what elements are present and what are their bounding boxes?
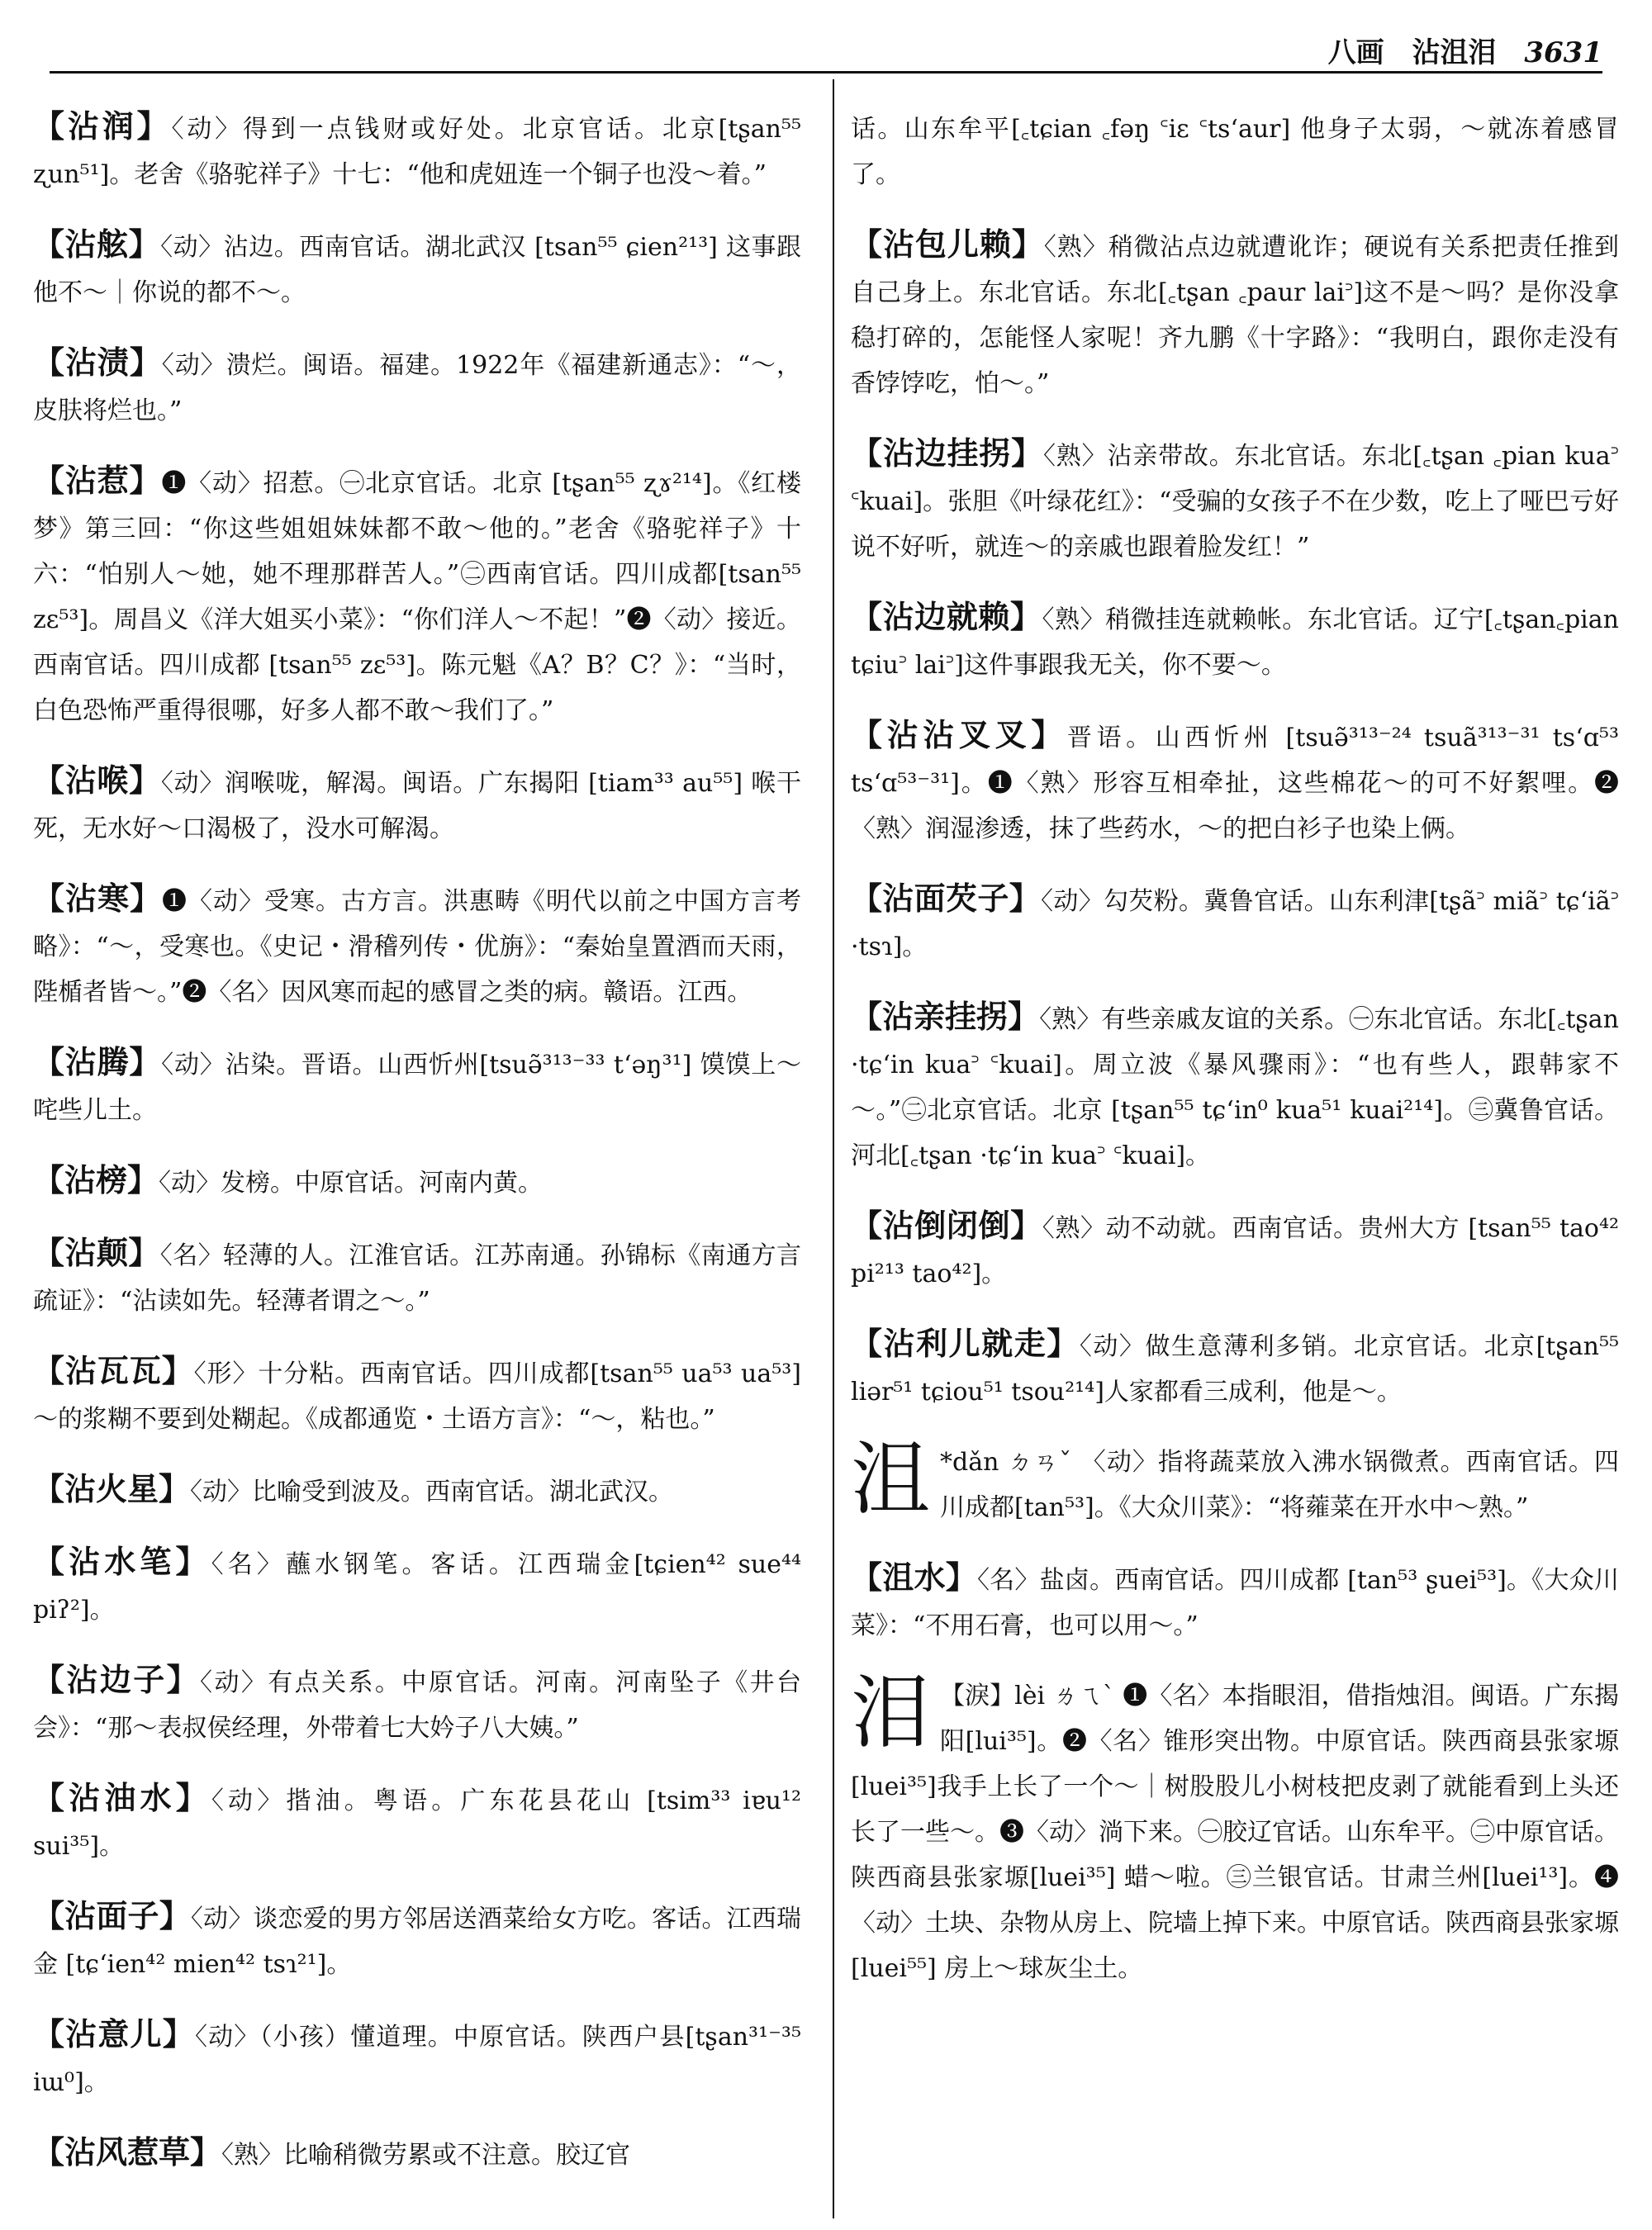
entry	[851, 222, 1619, 406]
headword: 【沾水笔】	[33, 1544, 211, 1580]
entry	[33, 1776, 801, 1869]
entry	[33, 222, 801, 316]
headword: 【沾风惹草】	[33, 2134, 222, 2171]
head-character: 泪	[851, 1667, 930, 1759]
headword: 【沾舷】	[33, 226, 161, 263]
definition: 话。山东牟平[꜀tɕian ꜀fəŋ ꜂iɛ ꜂ts‘aur] 他身子太弱，～就冻着感冒了。	[851, 115, 1619, 189]
definition: *dǎn ㄉㄢˇ 〈动〉指将蔬菜放入沸水锅微煮。西南官话。四川成都[tan⁵³]。《大众川菜》：“将蕹菜在开水中～熟。”	[940, 1448, 1619, 1522]
headword: 【沾寒】	[33, 880, 162, 917]
entry-continued	[851, 104, 1619, 197]
character-entry-lei	[851, 1667, 1619, 1991]
headword: 【沾腾】	[33, 1044, 162, 1080]
headword: 【沾喉】	[33, 762, 161, 799]
headword: 【沾榜】	[33, 1162, 159, 1198]
headword: 【沾面子】	[33, 1898, 191, 1934]
running-head	[1310, 30, 1602, 70]
definition: 〈名〉轻薄的人。江淮官话。江苏南通。孙锦标《南通方言疏证》：“沾读如先。轻薄者谓之～。”	[33, 1241, 801, 1316]
headword: 【沾利儿就走】	[851, 1326, 1080, 1362]
headword: 【沾惹】	[33, 463, 162, 499]
headword: 【沾瓦瓦】	[33, 1353, 194, 1389]
definition: 〈动〉（小孩）懂道理。中原官话。陕西户县[tʂan³¹⁻³⁵ iɯ⁰]。	[33, 2023, 801, 2097]
headword: 【沾渍】	[33, 344, 162, 381]
guide-chars: 沾沮泪	[1412, 36, 1497, 69]
head-character: 沮	[851, 1433, 930, 1525]
definition: 〈熟〉有些亲戚友谊的关系。㊀东北官话。东北[꜀tʂan ·tɕ‘in kua꜄ ꜂kuai]。周立波《暴风骤雨》：“也有些人，跟韩家不～。”㊁北京官话。北京 [tʂan⁵⁵ tɕ‘in⁰ kua⁵¹ kuai²¹⁴]。㊂冀鲁官话。河北[꜀tʂan ·tɕ‘in kua꜄ ꜂kuai]。	[851, 1005, 1619, 1170]
entry	[851, 1555, 1619, 1649]
headword: 【沾包儿赖】	[851, 226, 1044, 263]
right-column	[851, 79, 1619, 1997]
headword: 【沾亲挂拐】	[851, 999, 1040, 1035]
entry	[33, 1540, 801, 1633]
definition: 〈动〉润喉咙，解渴。闽语。广东揭阳 [tiam³³ au⁵⁵] 喉干死，无水好～口渴极了，没水可解渴。	[33, 769, 801, 843]
entry	[33, 458, 801, 733]
character-entry-ju	[851, 1433, 1619, 1530]
definition: 〈动〉比喻受到波及。西南官话。湖北武汉。	[190, 1478, 674, 1506]
definition: 晋语。山西忻州 [tsuə̃³¹³⁻²⁴ tsuã³¹³⁻³¹ ts‘ɑ⁵³ ts‘ɑ⁵³⁻³¹]。❶〈熟〉形容互相牵扯，这些棉花～的可不好絮哩。❷〈熟〉润湿渗透，抹了些药水，～的把白衫子也染上俩。	[851, 724, 1619, 843]
definition: 〈名〉蘸水钢笔。客话。江西瑞金[tɕien⁴² sue⁴⁴ piʔ²]。	[33, 1550, 801, 1625]
definition: 〈动〉沾边。西南官话。湖北武汉 [tsan⁵⁵ ɕien²¹³] 这事跟他不～｜你说的都不～。	[33, 233, 801, 307]
definition: 〈动〉发榜。中原官话。河南内黄。	[159, 1169, 544, 1198]
headword: 【沾边就赖】	[851, 599, 1042, 635]
definition: 〈动〉揩油。粤语。广东花县花山 [tsim³³ iɐu¹² sui³⁵]。	[33, 1786, 801, 1861]
entry	[33, 1894, 801, 1987]
headword: 【沾沾叉叉】	[851, 717, 1067, 753]
definition: 【淚】lèi ㄌㄟˋ ❶〈名〉本指眼泪，借指烛泪。闽语。广东揭阳[lui³⁵]。❷〈名〉锥形突出物。中原官话。陕西商县张家塬[luei³⁵]我手上长了一个～｜树股股儿小树枝把皮剥了就能看到上头还长了一些～。❸〈动〉淌下来。㊀胶辽官话。山东牟平。㊁中原官话。陕西商县张家塬[luei³⁵] 蜡～啦。㊂兰银官话。甘肃兰州[luei¹³]。❹〈动〉土块、杂物从房上、院墙上掉下来。中原官话。陕西商县张家塬[luei⁵⁵] 房上～球灰尘土。	[851, 1682, 1619, 1983]
headword: 【沾润】	[33, 108, 172, 145]
header-rule	[50, 71, 1602, 74]
page-number: 3631	[1524, 36, 1602, 69]
section-label: 八画	[1327, 36, 1384, 69]
definition: 〈形〉十分粘。西南官话。四川成都[tsan⁵⁵ ua⁵³ ua⁵³] ～的浆糊不要到处糊起。《成都通览・土语方言》：“～，粘也。”	[33, 1359, 801, 1434]
entry	[33, 1040, 801, 1133]
entry	[33, 876, 801, 1015]
headword: 【沾颠】	[33, 1235, 160, 1271]
definition: 〈熟〉稍微挂连就赖帐。东北官话。辽宁[꜀tʂan꜀pian tɕiu꜄ lai꜄]这件事跟我无关，你不要～。	[851, 605, 1619, 680]
definition: 〈熟〉沾亲带故。东北官话。东北[꜀tʂan ꜀pian kua꜄ ꜂kuai]。张胆《叶绿花红》：“受骗的女孩子不在少数，吃上了哑巴亏好说不好听，就连～的亲戚也跟着脸发红！”	[851, 442, 1619, 562]
column-divider	[833, 79, 834, 2218]
entry	[851, 876, 1619, 970]
page-header	[50, 23, 1602, 74]
definition: 〈名〉盐卤。西南官话。四川成都 [tan⁵³ ʂuei⁵³]。《大众川菜》：“不用石膏，也可以用～。”	[851, 1566, 1619, 1640]
entry	[33, 2130, 801, 2178]
definition: 〈动〉沾染。晋语。山西忻州[tsuə̃³¹³⁻³³ t‘əŋ³¹] 馍馍上～咤些儿土。	[33, 1051, 801, 1125]
headword: 【沮水】	[851, 1559, 977, 1596]
entry	[851, 1321, 1619, 1415]
definition: 〈动〉谈恋爱的男方邻居送酒菜给女方吃。客话。江西瑞金 [tɕ‘ien⁴² mien⁴² tsɿ²¹]。	[33, 1905, 801, 1979]
entry	[851, 1203, 1619, 1297]
entry	[33, 1231, 801, 1324]
entry	[33, 340, 801, 434]
definition: 〈动〉得到一点钱财或好处。北京官话。北京[tʂan⁵⁵ ʐun⁵¹]。老舍《骆驼祥子》十七：“他和虎妞连一个铜子也没～着。”	[33, 115, 801, 189]
headword: 【沾倒闭倒】	[851, 1208, 1042, 1244]
definition: 〈动〉勾芡粉。冀鲁官话。山东利津[tʂã꜄ miã꜄ tɕ‘iã꜄ ·tsɿ]。	[851, 887, 1619, 961]
entry	[851, 713, 1619, 852]
headword: 【沾油水】	[33, 1780, 211, 1816]
entry	[33, 104, 801, 197]
entry	[851, 595, 1619, 688]
definition: ❶〈动〉招惹。㊀北京官话。北京 [tʂan⁵⁵ ʐɤ²¹⁴]。《红楼梦》第三回：“你这些姐姐妹妹都不敢～他的。”老舍《骆驼祥子》十六：“怕别人～她，她不理那群苦人。”㊁西南官话。四川成都[tsan⁵⁵ zɛ⁵³]。周昌义《洋大姐买小菜》：“你们洋人～不起！”❷〈动〉接近。西南官话。四川成都 [tsan⁵⁵ zɛ⁵³]。陈元魁《A？B？C？》：“当时，白色恐怖严重得很哪，好多人都不敢～我们了。”	[33, 469, 801, 725]
headword: 【沾意儿】	[33, 2016, 195, 2052]
entry	[33, 1349, 801, 1442]
entry	[851, 431, 1619, 570]
entry	[33, 1658, 801, 1751]
definition: 〈熟〉稍微沾点边就遭讹诈；硬说有关系把责任推到自己身上。东北官话。东北[꜀tʂan ꜀paur lai꜄]这不是～吗？是你没拿稳打碎的，怎能怪人家呢！齐九鹏《十字路》：“我明白，跟你走没有香饽饽吃，怕～。”	[851, 233, 1619, 398]
headword: 【沾面芡子】	[851, 880, 1041, 917]
headword: 【沾边挂拐】	[851, 435, 1043, 472]
entry	[33, 2012, 801, 2105]
headword: 【沾边子】	[33, 1662, 201, 1698]
entry	[33, 1467, 801, 1515]
left-column	[33, 79, 801, 2184]
definition: ❶〈动〉受寒。古方言。洪惠畴《明代以前之中国方言考略》：“～，受寒也。《史记・滑稽列传・优旃》：“秦始皇置酒而天雨，陛楯者皆～。”❷〈名〉因风寒而起的感冒之类的病。赣语。江西。	[33, 887, 801, 1007]
definition: 〈熟〉比喻稍微劳累或不注意。胶辽官	[221, 2141, 631, 2170]
definition: 〈动〉有点关系。中原官话。河南。河南坠子《井台会》：“那～表叔侯经理，外带着七大妗子八大姨。”	[33, 1668, 801, 1743]
entry	[33, 1158, 801, 1206]
definition: 〈动〉做生意薄利多销。北京官话。北京[tʂan⁵⁵ liər⁵¹ tɕiou⁵¹ tsou²¹⁴]人家都看三成利，他是～。	[851, 1332, 1619, 1407]
entry	[33, 758, 801, 852]
definition: 〈动〉溃烂。闽语。福建。1922年《福建新通志》：“～，皮肤将烂也。”	[33, 351, 801, 425]
headword: 【沾火星】	[33, 1471, 191, 1507]
definition: 〈熟〉动不动就。西南官话。贵州大方 [tsan⁵⁵ tao⁴² pi²¹³ tao⁴²]。	[851, 1214, 1619, 1288]
entry	[851, 994, 1619, 1179]
